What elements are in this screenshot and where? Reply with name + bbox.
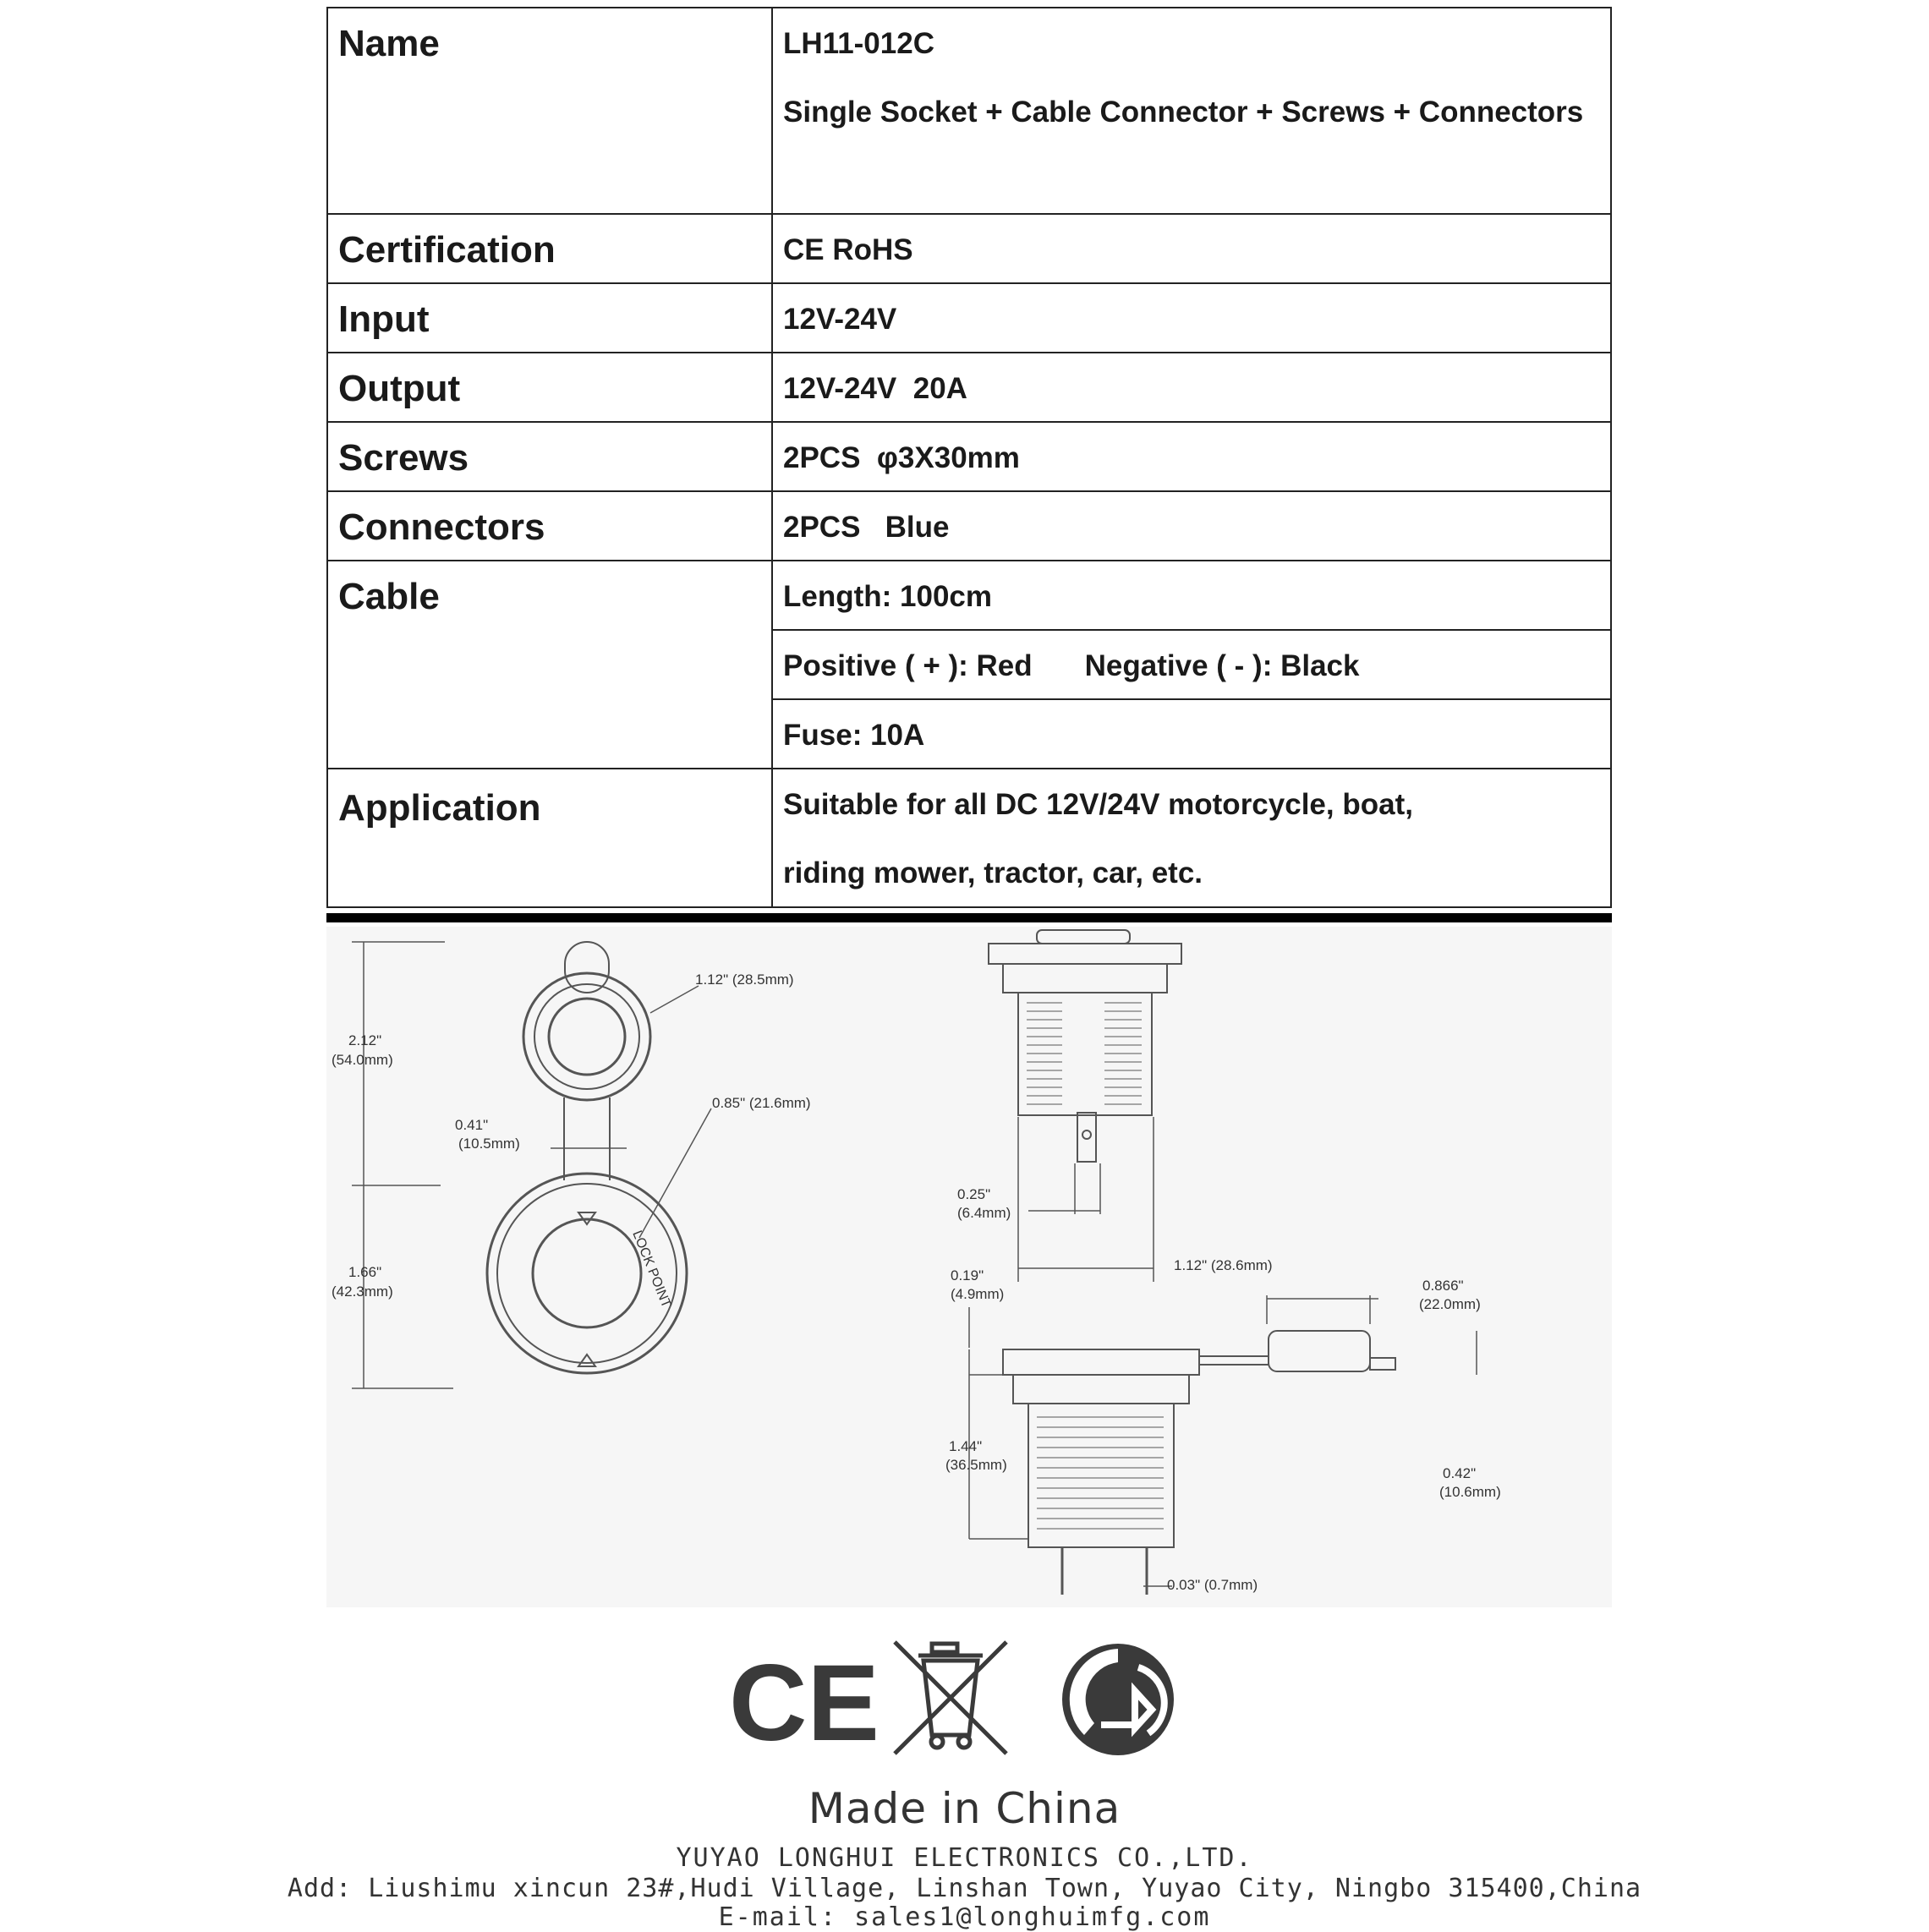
- label-output: Output: [327, 353, 772, 422]
- dimension-drawing-svg: [326, 927, 1612, 1607]
- label-screws: Screws: [327, 422, 772, 491]
- application-line-1: Suitable for all DC 12V/24V motorcycle, boat,: [783, 788, 1413, 821]
- green-dot-recycle-icon: [1062, 1644, 1174, 1755]
- body-inner-circle: [533, 1219, 641, 1327]
- application-line-2: riding mower, tractor, car, etc.: [783, 857, 1203, 889]
- dim-flange-height-mm: (4.9mm): [951, 1286, 1005, 1302]
- threaded-body-lower: [1028, 1404, 1174, 1547]
- value-cable-length: Length: 100cm: [772, 561, 1611, 630]
- row-connectors: [327, 491, 1611, 561]
- cap-ring-circle: [534, 984, 639, 1089]
- cable-negative: Negative ( - ): Black: [1084, 649, 1360, 682]
- model-number: LH11-012C: [783, 27, 934, 60]
- flange-lower: [1003, 1349, 1199, 1375]
- row-name: [327, 8, 1611, 214]
- value-cable-polarity: [772, 630, 1611, 699]
- label-name: Name: [327, 8, 772, 214]
- dim-inner-diameter: 0.85" (21.6mm): [712, 1095, 811, 1111]
- strap-side: [1199, 1356, 1269, 1365]
- dim-total-height-in: 2.12": [348, 1032, 382, 1048]
- dim-strap-width-mm: (10.5mm): [458, 1136, 520, 1152]
- company-address: Add: Liushimu xincun 23#,Hudi Village, Linshan Town, Yuyao City, Ningbo 315400,China: [287, 1874, 1642, 1903]
- value-name: [772, 8, 1611, 214]
- dim-body-height-in: 1.66": [348, 1264, 382, 1280]
- dim-flange-height-in: 0.19": [951, 1267, 984, 1283]
- cap-inner-circle: [549, 999, 625, 1075]
- value-input: 12V-24V: [772, 283, 1611, 353]
- cap-side: [1269, 1331, 1370, 1371]
- row-output: [327, 353, 1611, 422]
- lock-arrow-bottom: [578, 1355, 595, 1366]
- dim-cap2-diameter-in: 0.866": [1422, 1278, 1464, 1294]
- dim-cap2-diameter-mm: (22.0mm): [1419, 1296, 1481, 1312]
- dim-terminal-width-in: 0.25": [957, 1186, 991, 1202]
- label-input: Input: [327, 283, 772, 353]
- dim-cap-height-in: 0.42": [1443, 1465, 1477, 1481]
- dim-total-height-mm: (54.0mm): [332, 1052, 393, 1068]
- value-cable-fuse: Fuse: 10A: [772, 699, 1611, 769]
- value-application: [772, 769, 1611, 907]
- row-input: [327, 283, 1611, 353]
- row-cable-length: [327, 561, 1611, 630]
- company-name: YUYAO LONGHUI ELECTRONICS CO.,LTD.: [676, 1843, 1253, 1873]
- dimension-drawing: [326, 927, 1612, 1607]
- label-connectors: Connectors: [327, 491, 772, 561]
- dim-terminal-width-mm: (6.4mm): [957, 1205, 1011, 1221]
- thread-hatching: [1027, 1003, 1164, 1529]
- cable-positive: Positive ( + ): Red: [783, 649, 1033, 682]
- certification-logos: [729, 1640, 1186, 1759]
- company-email: E-mail: sales1@longhuimfg.com: [718, 1902, 1211, 1932]
- dim-body-height-mm: (42.3mm): [332, 1283, 393, 1300]
- row-certification: [327, 214, 1611, 283]
- ce-mark-text: CE: [729, 1643, 880, 1759]
- value-output: 12V-24V 20A: [772, 353, 1611, 422]
- value-connectors: 2PCS Blue: [772, 491, 1611, 561]
- weee-crossed-bin-icon: [895, 1642, 1006, 1754]
- label-certification: Certification: [327, 214, 772, 283]
- ce-mark-icon: [729, 1643, 880, 1759]
- dim-cap-height-mm: (10.6mm): [1439, 1484, 1501, 1500]
- model-description: Single Socket + Cable Connector + Screws + Connectors: [783, 96, 1584, 129]
- label-application: Application: [327, 769, 772, 907]
- section-divider: [326, 913, 1612, 922]
- made-in-label: Made in China: [808, 1784, 1121, 1833]
- label-cable: Cable: [327, 561, 772, 769]
- dim-length-mm: (36.5mm): [945, 1457, 1007, 1473]
- spec-table: [326, 7, 1612, 908]
- dim-pin: 0.03" (0.7mm): [1167, 1577, 1258, 1593]
- dim-cap-diameter: 1.12" (28.5mm): [695, 971, 794, 988]
- value-certification: CE RoHS: [772, 214, 1611, 283]
- terminal-upper: [1077, 1113, 1096, 1162]
- value-screws: 2PCS φ3X30mm: [772, 422, 1611, 491]
- dim-strap-width-in: 0.41": [455, 1117, 489, 1133]
- row-screws: [327, 422, 1611, 491]
- flange-top: [989, 944, 1181, 964]
- dim-body-diameter: 1.12" (28.6mm): [1174, 1257, 1273, 1273]
- lock-point-text: LOCK POINT: [629, 1229, 674, 1311]
- row-application: [327, 769, 1611, 907]
- dim-length-in: 1.44": [949, 1438, 983, 1454]
